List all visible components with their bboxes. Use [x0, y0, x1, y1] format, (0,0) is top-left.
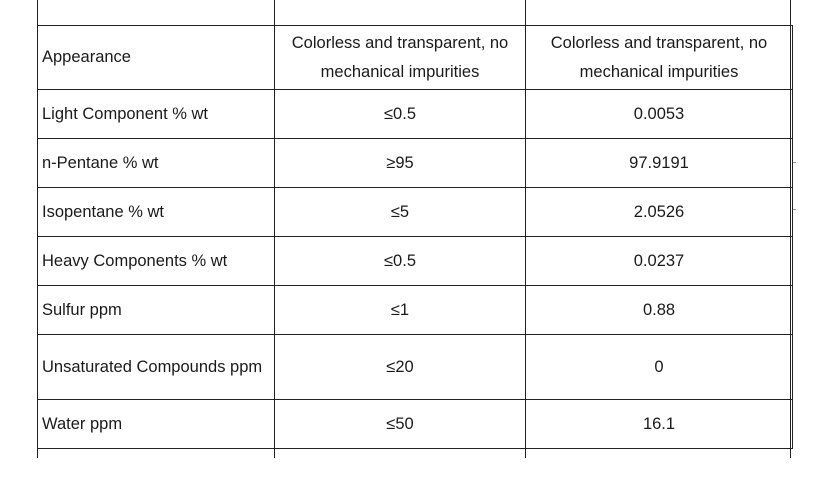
result-cell — [526, 26, 793, 90]
result-value: 0 — [654, 357, 664, 376]
item-cell — [38, 286, 275, 335]
table-row — [38, 286, 793, 335]
table-row — [38, 335, 793, 400]
result-cell — [526, 335, 793, 400]
item-cell — [38, 188, 275, 237]
standard-cell — [275, 286, 526, 335]
result-cell — [526, 139, 793, 188]
standard-cell — [275, 237, 526, 286]
result-cell — [526, 400, 793, 449]
edge-mark — [793, 209, 796, 210]
result-value: 16.1 — [642, 414, 676, 433]
table-row — [38, 90, 793, 139]
table-row-appearance — [38, 26, 793, 90]
item-cell — [38, 90, 275, 139]
specification-table — [37, 25, 793, 449]
item-label: Appearance — [42, 48, 131, 66]
item-cell — [38, 335, 275, 400]
result-cell — [526, 237, 793, 286]
item-cell — [38, 237, 275, 286]
item-cell — [38, 26, 275, 90]
result-value: 0.0237 — [633, 251, 685, 270]
item-label: Unsaturated Compounds ppm — [42, 357, 263, 376]
item-label: n-Pentane % wt — [42, 153, 159, 172]
item-cell — [38, 139, 275, 188]
result-value: 0.88 — [642, 300, 676, 319]
result-value: 97.9191 — [629, 153, 689, 172]
result-cell — [526, 188, 793, 237]
standard-value: ≤0.5 — [384, 104, 416, 123]
edge-mark — [793, 162, 796, 163]
table-row — [38, 188, 793, 237]
standard-value: ≥95 — [386, 153, 414, 172]
standard-value: ≤5 — [390, 202, 410, 221]
standard-cell — [275, 139, 526, 188]
item-cell — [38, 400, 275, 449]
standard-cell — [275, 400, 526, 449]
table-row — [38, 400, 793, 449]
table-row — [38, 237, 793, 286]
standard-cell — [275, 188, 526, 237]
standard-cell — [275, 26, 526, 90]
standard-value: Colorless and transparent, no mechanical impurities — [291, 33, 509, 81]
standard-value: ≤1 — [390, 300, 410, 319]
standard-cell — [275, 335, 526, 400]
result-cell — [526, 90, 793, 139]
standard-value: ≤50 — [386, 414, 414, 433]
item-label: Sulfur ppm — [42, 300, 122, 319]
item-label: Isopentane % wt — [42, 202, 164, 221]
result-value: 2.0526 — [633, 202, 685, 221]
standard-cell — [275, 90, 526, 139]
result-cell — [526, 286, 793, 335]
item-label: Heavy Components % wt — [42, 251, 228, 270]
item-label: Light Component % wt — [42, 104, 209, 123]
table-row — [38, 139, 793, 188]
standard-value: ≤0.5 — [384, 251, 416, 270]
standard-value: ≤20 — [386, 357, 414, 376]
result-value: Colorless and transparent, no mechanical impurities — [550, 33, 768, 81]
result-value: 0.0053 — [633, 104, 685, 123]
item-label: Water ppm — [42, 414, 123, 433]
